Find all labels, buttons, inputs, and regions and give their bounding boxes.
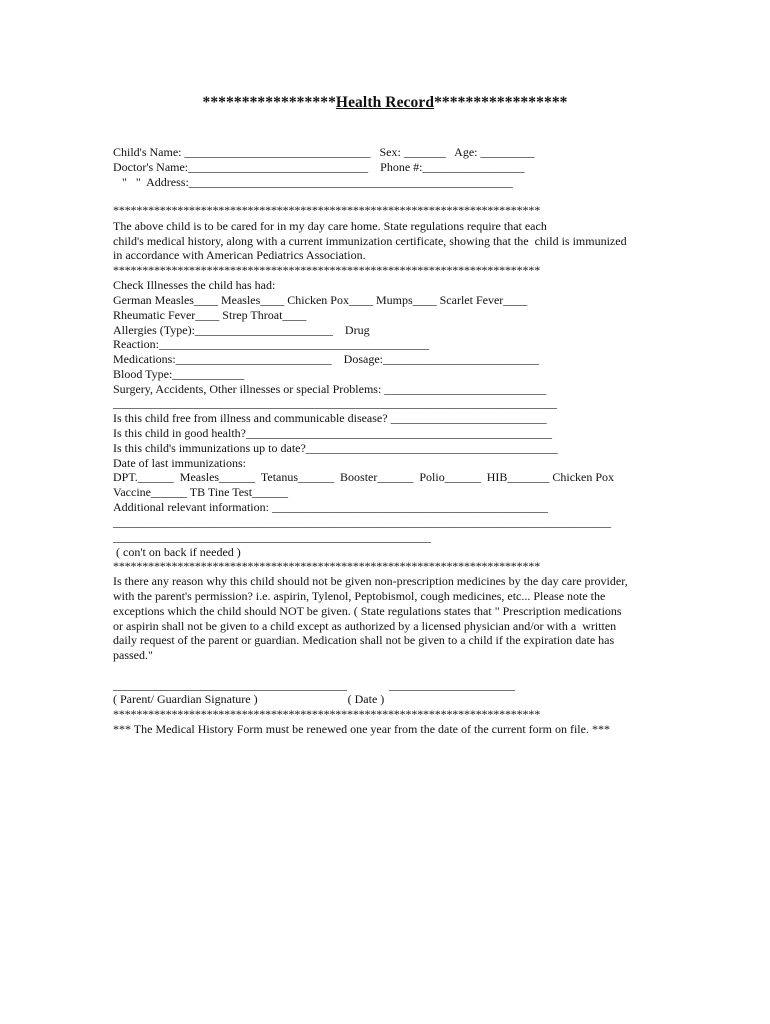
reaction-line: Reaction:_____________________________________________ bbox=[113, 337, 429, 351]
illnesses-line-2: Rheumatic Fever____ Strep Throat____ bbox=[113, 308, 307, 322]
additional-info-line: Additional relevant information: ______________________________________________ bbox=[113, 500, 548, 514]
signature-date-labels: ( Parent/ Guardian Signature ) ( Date ) bbox=[113, 692, 385, 706]
medication-paragraph-line-3: exceptions which the child should NOT be given. ( State regulations states that " Prescription medications bbox=[113, 604, 622, 618]
illnesses-line-1: German Measles____ Measles____ Chicken Pox____ Mumps____ Scarlet Fever____ bbox=[113, 293, 528, 307]
immunization-types-line-1: DPT.______ Measles______ Tetanus______ Booster______ Polio______ HIB_______ Chicken Pox bbox=[113, 470, 615, 484]
address-line: " " Address:______________________________________________________ bbox=[113, 175, 513, 189]
medication-paragraph-line-2: with the parent's permission? i.e. aspirin, Tylenol, Peptobismol, cough medicines, etc... Please note the bbox=[113, 589, 606, 603]
renewal-notice: *** The Medical History Form must be renewed one year from the date of the current form on file. *** bbox=[113, 722, 610, 736]
medication-paragraph-line-4: or aspirin shall not be given to a child except as authorized by a licensed physician and/or with a written bbox=[113, 619, 617, 633]
blood-type-line: Blood Type:____________ bbox=[113, 367, 245, 381]
continued-on-back-note: ( con't on back if needed ) bbox=[113, 545, 241, 559]
blank-answer-line-3: _____________________________________________________ bbox=[113, 530, 431, 544]
separator-1: ************************************************************************* bbox=[113, 203, 541, 217]
title-stars-left: ***************** bbox=[202, 94, 336, 111]
page-title bbox=[0, 94, 770, 112]
separator-2: ************************************************************************* bbox=[113, 263, 541, 277]
date-of-last-immunizations-heading: Date of last immunizations: bbox=[113, 456, 246, 470]
childs-name-sex-age-line: Child's Name: _______________________________ Sex: _______ Age: _________ bbox=[113, 145, 535, 159]
surgery-accidents-line: Surgery, Accidents, Other illnesses or special Problems: ___________________________ bbox=[113, 382, 547, 396]
good-health-line: Is this child in good health?___________________________________________________ bbox=[113, 426, 552, 440]
immunization-types-line-2: Vaccine______ TB Tine Test______ bbox=[113, 485, 289, 499]
doctors-name-phone-line: Doctor's Name:______________________________ Phone #:_________________ bbox=[113, 160, 525, 174]
separator-3: ************************************************************************* bbox=[113, 559, 541, 573]
separator-4: ************************************************************************* bbox=[113, 707, 541, 721]
medication-paragraph-line-5: daily request of the parent or guardian. Medication shall not be given to a child if the expiration date has bbox=[113, 633, 615, 647]
free-from-illness-line: Is this child free from illness and communicable disease? __________________________ bbox=[113, 411, 547, 425]
allergies-line: Allergies (Type):_______________________ Drug bbox=[113, 323, 370, 337]
blank-answer-line-2: ___________________________________________________________________________________ bbox=[113, 515, 611, 529]
medication-paragraph-line-1: Is there any reason why this child should not be given non-prescription medicines by the day care provider, bbox=[113, 574, 628, 588]
signature-date-lines: _______________________________________ _____________________ bbox=[113, 678, 515, 692]
title-stars-right: ***************** bbox=[434, 94, 568, 111]
intro-paragraph-line-1: The above child is to be cared for in my day care home. State regulations require that each bbox=[113, 219, 547, 233]
intro-paragraph-line-2: child's medical history, along with a current immunization certificate, showing that the child is immunized bbox=[113, 234, 627, 248]
title-text: Health Record bbox=[335, 94, 435, 111]
medications-dosage-line: Medications:__________________________ Dosage:__________________________ bbox=[113, 352, 539, 366]
medication-paragraph-line-6: passed." bbox=[113, 648, 153, 662]
blank-answer-line-1: __________________________________________________________________________ bbox=[113, 396, 557, 410]
immunizations-up-to-date-line: Is this child's immunizations up to date?__________________________________________ bbox=[113, 441, 558, 455]
intro-paragraph-line-3: in accordance with American Pediatrics Association. bbox=[113, 248, 366, 262]
check-illnesses-heading: Check Illnesses the child has had: bbox=[113, 278, 276, 292]
